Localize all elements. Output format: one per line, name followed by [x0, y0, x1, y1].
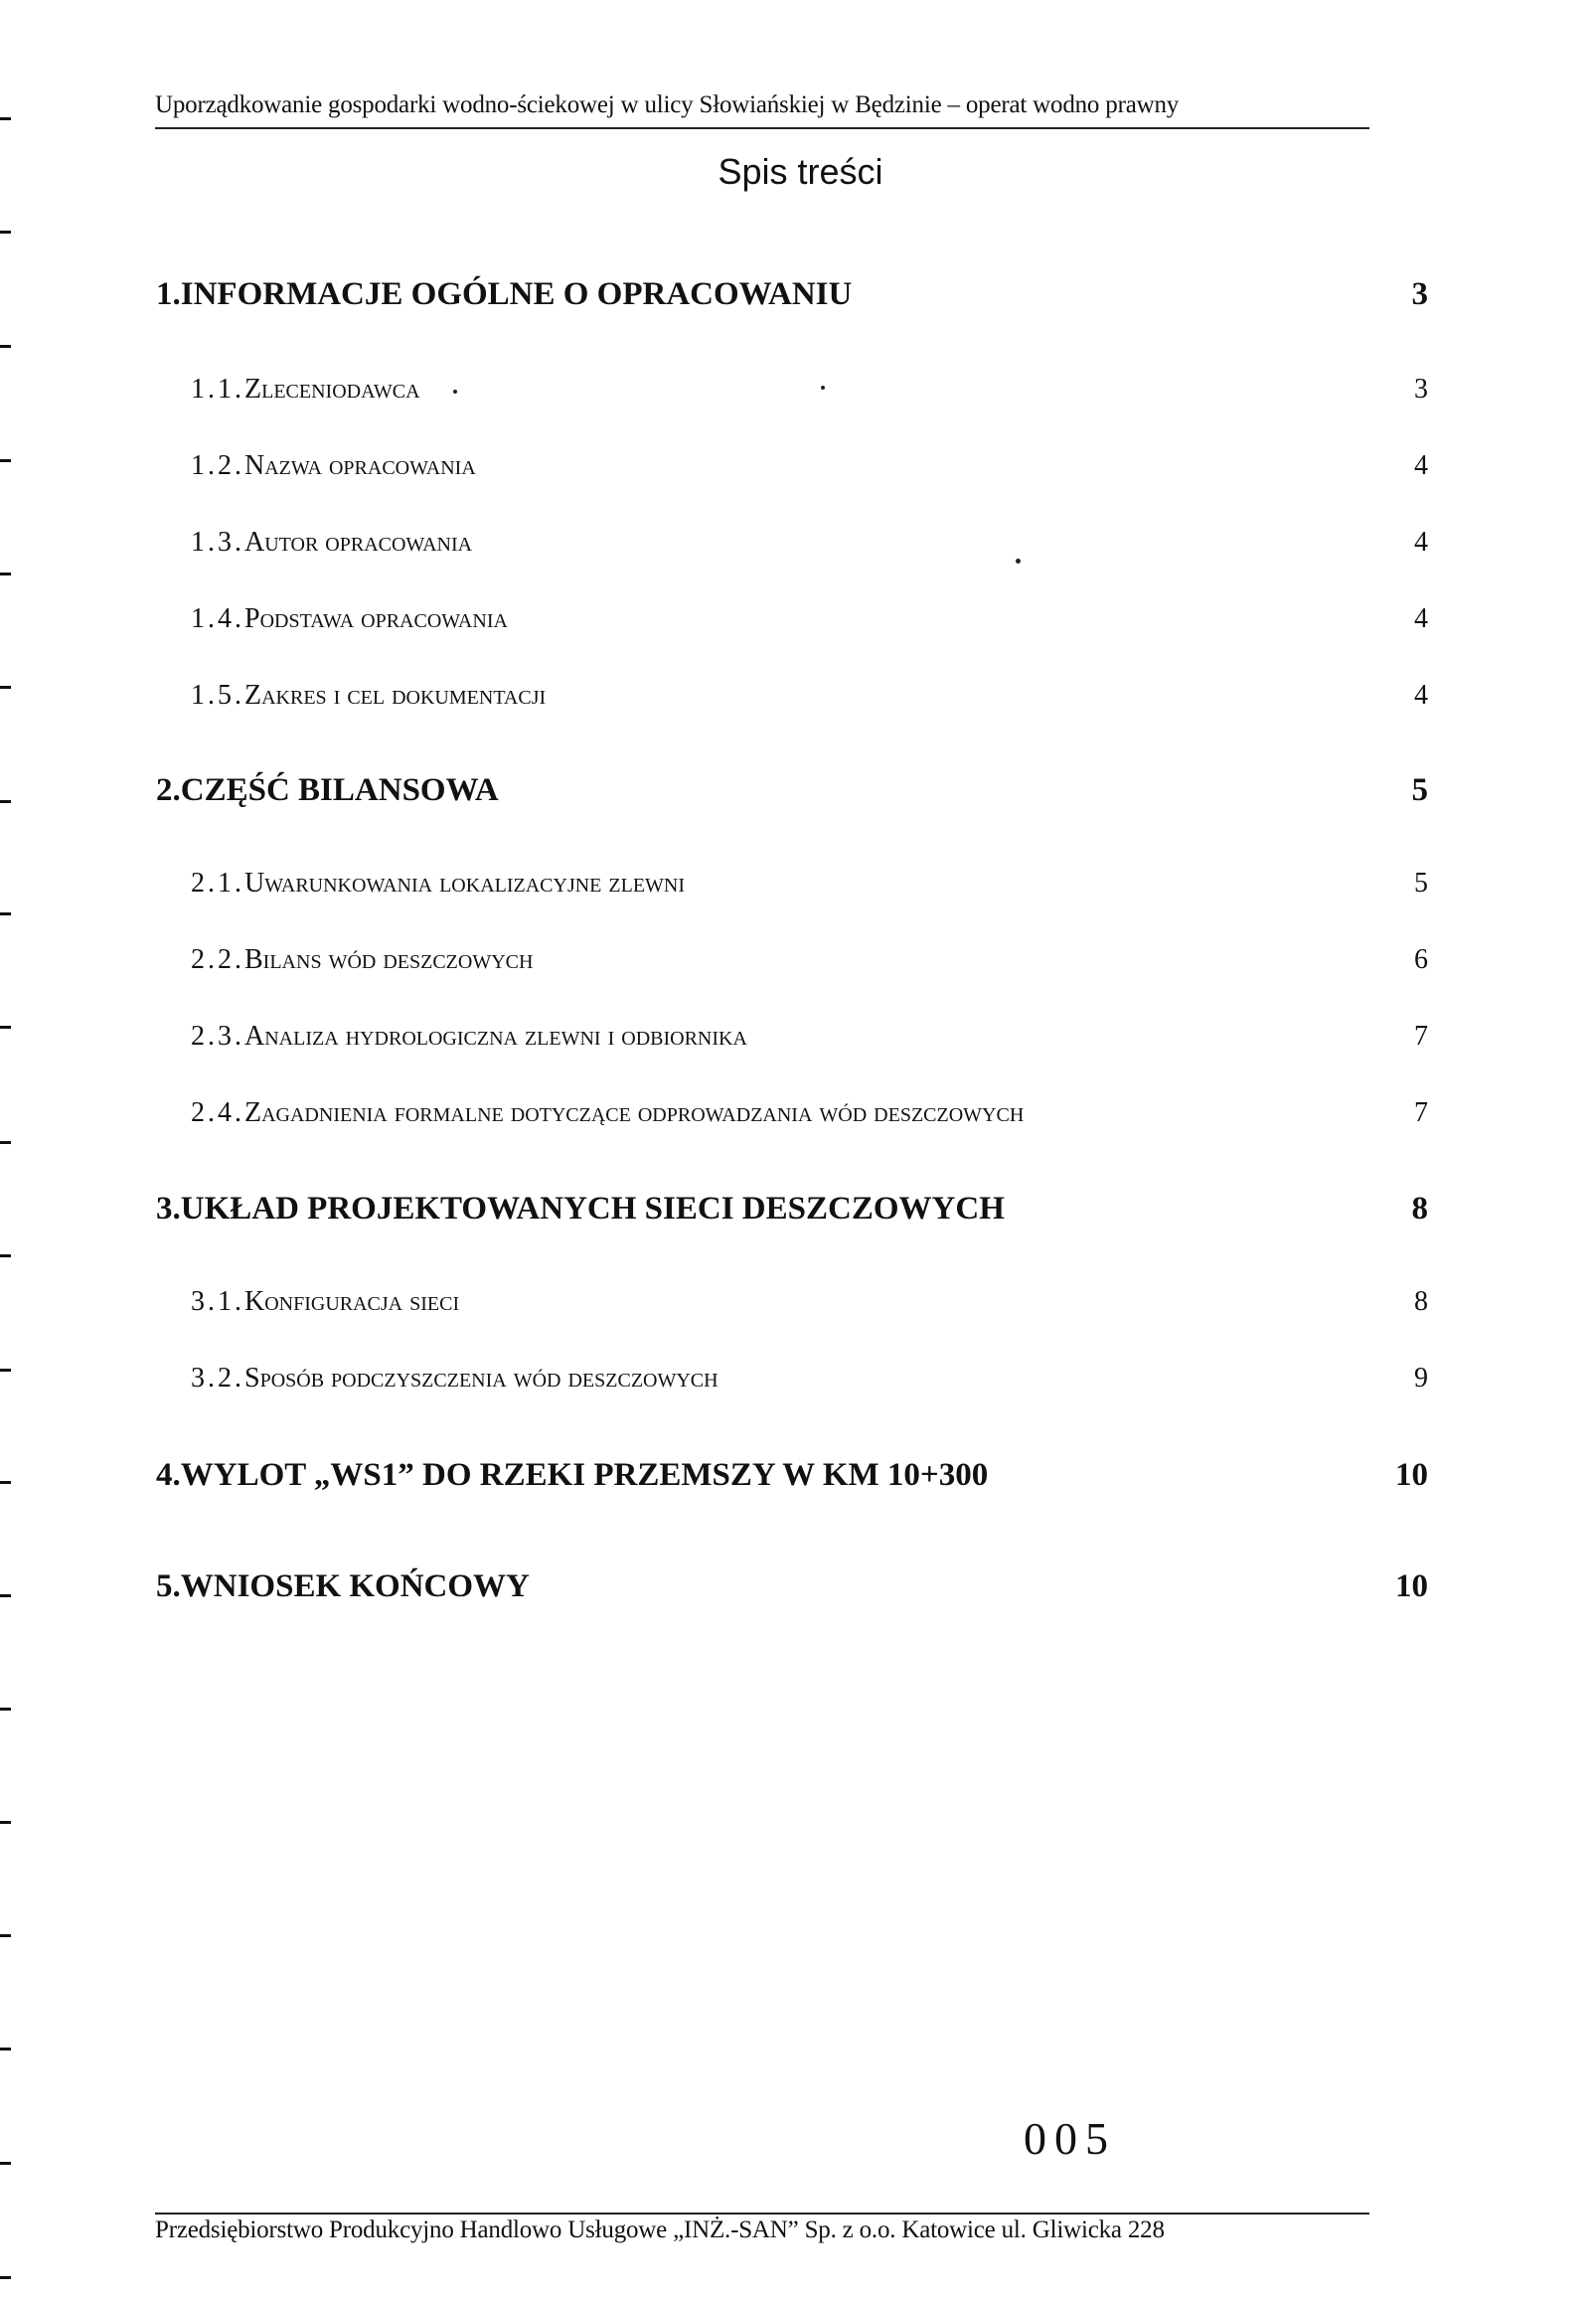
toc-entry-number: 2.3. [191, 1021, 244, 1052]
toc-entry-title: Zakres i cel dokumentacji [244, 680, 547, 711]
margin-mark [0, 2276, 11, 2279]
toc-entry-number: 1.2. [191, 450, 244, 481]
toc-entry-label [191, 1286, 459, 1318]
toc-entry-title: Zleceniodawca [244, 374, 420, 405]
toc-entry-subsection[interactable] [156, 374, 1428, 413]
toc-entry-subsection[interactable] [156, 868, 1428, 907]
scan-speck [1016, 559, 1021, 564]
margin-mark [0, 117, 11, 120]
toc-entry-title: Sposób podczyszczenia wód deszczowych [244, 1363, 718, 1394]
toc-entry-title: Zagadnienia formalne dotyczące odprowadzania wód deszczowych [244, 1097, 1025, 1128]
toc-entry-label [191, 944, 533, 976]
toc-entry-subsection[interactable] [156, 1363, 1428, 1402]
margin-mark [0, 800, 11, 803]
margin-mark [0, 1934, 11, 1937]
toc-entry-label [191, 680, 546, 712]
running-header: Uporządkowanie gospodarki wodno-ściekowej w ulicy Słowiańskiej w Będzinie – operat wodno prawny [155, 91, 1180, 118]
toc-entry-page: 4 [1414, 450, 1428, 481]
toc-entry-label [191, 603, 508, 635]
margin-mark [0, 2048, 11, 2051]
toc-entry-section[interactable] [156, 1191, 1428, 1231]
toc-entry-page: 3 [1411, 276, 1428, 312]
toc-entry-title: Nazwa opracowania [244, 450, 476, 481]
toc-entry-title: Analiza hydrologiczna zlewni i odbiornika [244, 1021, 747, 1052]
toc-entry-label: 4.WYLOT „WS1” DO RZEKI PRZEMSZY W KM 10+300 [156, 1457, 989, 1493]
toc-entry-subsection[interactable] [156, 944, 1428, 984]
toc-entry-page: 10 [1395, 1457, 1428, 1493]
toc-entry-label [191, 450, 476, 482]
toc-entry-label: 5.WNIOSEK KOŃCOWY [156, 1568, 530, 1604]
toc-entry-section[interactable] [156, 276, 1428, 316]
toc-entry-subsection[interactable] [156, 527, 1428, 567]
toc-entry-number: 1.5. [191, 680, 244, 711]
toc-entry-page: 4 [1414, 603, 1428, 634]
toc-entry-page: 4 [1414, 527, 1428, 558]
toc-entry-label: 2.CZĘŚĆ BILANSOWA [156, 772, 499, 808]
margin-mark [0, 345, 11, 348]
toc-entry-number: 1.4. [191, 603, 244, 634]
toc-entry-page: 3 [1414, 374, 1428, 405]
toc-entry-number: 2.4. [191, 1097, 244, 1128]
toc-entry-page: 4 [1414, 680, 1428, 711]
toc-entry-number: 3.2. [191, 1363, 244, 1394]
toc-entry-page: 9 [1414, 1363, 1428, 1394]
toc-entry-page: 5 [1411, 772, 1428, 808]
margin-mark [0, 1708, 11, 1711]
margin-mark [0, 459, 11, 462]
header-divider [155, 127, 1369, 129]
toc-entry-title: Podstawa opracowania [244, 603, 508, 634]
toc-entry-subsection[interactable] [156, 1097, 1428, 1137]
toc-entry-label: 3.UKŁAD PROJEKTOWANYCH SIECI DESZCZOWYCH [156, 1191, 1005, 1227]
toc-entry-page: 6 [1414, 944, 1428, 975]
toc-entry-title: Konfiguracja sieci [244, 1286, 460, 1317]
toc-entry-number: 3.1. [191, 1286, 244, 1317]
toc-entry-label [191, 527, 472, 559]
footer-divider [155, 2213, 1369, 2215]
toc-entry-title: Uwarunkowania lokalizacyjne zlewni [244, 868, 686, 899]
toc-entry-subsection[interactable] [156, 1021, 1428, 1061]
margin-mark [0, 912, 11, 915]
toc-entry-number: 1.1. [191, 374, 244, 405]
toc-entry-section[interactable] [156, 1457, 1428, 1497]
toc-entry-number: 2.1. [191, 868, 244, 899]
toc-entry-label [191, 1021, 747, 1053]
toc-entry-subsection[interactable] [156, 1286, 1428, 1326]
margin-mark [0, 1254, 11, 1257]
margin-mark [0, 2162, 11, 2165]
toc-entry-number: 2.2. [191, 944, 244, 975]
toc-entry-section[interactable] [156, 1568, 1428, 1608]
margin-mark [0, 1026, 11, 1029]
toc-entry-label: 1.INFORMACJE OGÓLNE O OPRACOWANIU [156, 276, 853, 312]
toc-entry-subsection[interactable] [156, 603, 1428, 643]
toc-entry-title: Autor opracowania [244, 527, 473, 558]
margin-mark [0, 1594, 11, 1597]
toc-entry-page: 7 [1414, 1097, 1428, 1128]
toc-entry-section[interactable] [156, 772, 1428, 812]
margin-mark [0, 1369, 11, 1372]
margin-mark [0, 686, 11, 689]
toc-entry-number: 1.3. [191, 527, 244, 558]
margin-mark [0, 573, 11, 575]
toc-entry-title: Bilans wód deszczowych [244, 944, 534, 975]
toc-heading [0, 151, 1596, 193]
toc-entry-subsection[interactable] [156, 680, 1428, 720]
toc-entry-label [191, 1097, 1024, 1129]
toc-entry-label [191, 374, 420, 406]
toc-heading-text: Spis treści [718, 151, 883, 192]
toc-entry-page: 8 [1411, 1191, 1428, 1227]
toc-entry-label [191, 1363, 718, 1395]
scan-speck [453, 390, 457, 394]
margin-mark [0, 1821, 11, 1824]
margin-mark [0, 1481, 11, 1484]
toc-entry-page: 5 [1414, 868, 1428, 899]
toc-entry-page: 10 [1395, 1568, 1428, 1604]
toc-entry-subsection[interactable] [156, 450, 1428, 490]
toc-entry-page: 8 [1414, 1286, 1428, 1317]
margin-mark [0, 231, 11, 234]
margin-mark [0, 1141, 11, 1144]
running-footer: Przedsiębiorstwo Produkcyjno Handlowo Usługowe „INŻ.-SAN” Sp. z o.o. Katowice ul. Gliwicka 228 [155, 2216, 1165, 2243]
scan-speck [821, 386, 825, 390]
toc-entry-page: 7 [1414, 1021, 1428, 1052]
toc-entry-label [191, 868, 685, 900]
page-number-stamp: 005 [1024, 2113, 1116, 2164]
